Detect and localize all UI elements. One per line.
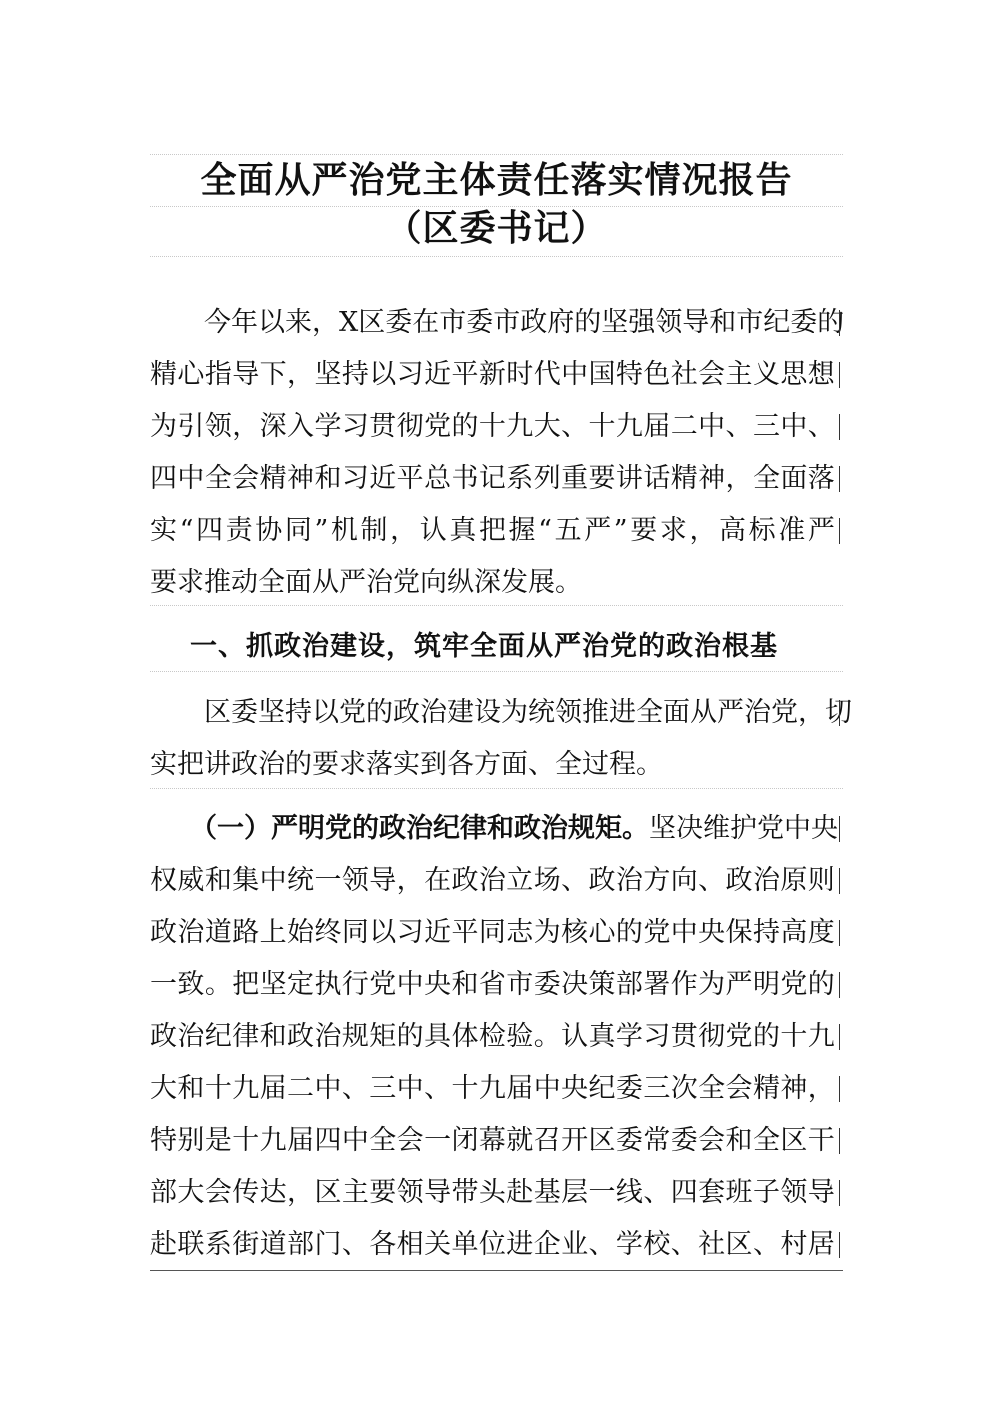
paragraph-line: 政 治 道 路 上 始 终 同 以 习 近 平 同 志 为 核 心 的 党 中 央 保 持 高 度 [150,917,835,948]
paragraph-line: 四 中 全 会 精 神 和 习 近 平 总 书 记 系 列 重 要 讲 话 精 神 ， 全 面 落 [150,463,835,494]
margin-mark [839,1180,840,1206]
margin-mark [839,920,840,946]
margin-mark [839,310,840,336]
paragraph-line: 实 “ 四 责 协 同 ” 机 制 ， 认 真 把 握 “ 五 严 ” 要 求 ， 高 标 准 严 [150,515,835,546]
section-heading: 一、抓政治建设，筑牢全面从严治党的政治根基 [190,631,778,662]
divider [150,671,843,672]
paragraph-line: 要求推动全面从严治党向纵深发展。 [150,567,582,598]
document-title: 全面从严治党主体责任落实情况报告 [200,159,793,201]
paragraph-line: 精 心 指 导 下 ， 坚 持 以 习 近 平 新 时 代 中 国 特 色 社 会 主 义 思 想 [150,359,835,390]
paragraph-line: 一 致 。 把 坚 定 执 行 党 中 央 和 省 市 委 决 策 部 署 作 为 严 明 党 的 [150,969,835,1000]
paragraph-line: 区 委 坚 持 以 党 的 政 治 建 设 为 统 领 推 进 全 面 从 严 治 党 ， 切 [204,697,852,728]
margin-mark [839,1128,840,1154]
margin-mark [839,868,840,894]
paragraph-line: 政 治 纪 律 和 政 治 规 矩 的 具 体 检 验 。 认 真 学 习 贯 彻 党 的 十 九 [150,1021,835,1052]
margin-mark [839,1024,840,1050]
paragraph-line: 权 威 和 集 中 统 一 领 导 ， 在 政 治 立 场 、 政 治 方 向 、 政 治 原 则 [150,865,835,896]
margin-mark [839,1232,840,1258]
margin-mark [839,466,840,492]
paragraph-line: 为 引 领 ， 深 入 学 习 贯 彻 党 的 十 九 大 、 十 九 届 二 中 、 三 中 、 [150,411,835,442]
page-bottom-rule [150,1270,843,1271]
divider [150,154,843,155]
margin-mark [839,518,840,544]
divider [150,788,843,789]
margin-mark [839,700,840,726]
margin-mark [839,414,840,440]
paragraph-line: （ 一 ） 严 明 党 的 政 治 纪 律 和 政 治 规 矩 。 坚 决 维 护 党 中 央 [190,813,838,844]
paragraph-line: 大 和 十 九 届 二 中 、 三 中 、 十 九 届 中 央 纪 委 三 次 全 会 精 神 ， [150,1073,835,1104]
paragraph-line: 今 年 以 来 ， X 区 委 在 市 委 市 政 府 的 坚 强 领 导 和 市 纪 委 的 [204,307,845,338]
divider [150,605,843,606]
document-subtitle: （区委书记） [385,207,608,249]
divider [150,256,843,257]
margin-mark [839,972,840,998]
paragraph-line: 实把讲政治的要求落实到各方面、全过程。 [150,749,663,780]
margin-mark [839,1076,840,1102]
paragraph-line: 赴 联 系 街 道 部 门 、 各 相 关 单 位 进 企 业 、 学 校 、 社 区 、 村 居 [150,1229,835,1260]
margin-mark [839,816,840,842]
paragraph-line: 特 别 是 十 九 届 四 中 全 会 一 闭 幕 就 召 开 区 委 常 委 会 和 全 区 干 [150,1125,835,1156]
paragraph-line: 部 大 会 传 达 ， 区 主 要 领 导 带 头 赴 基 层 一 线 、 四 套 班 子 领 导 [150,1177,835,1208]
margin-mark [839,362,840,388]
